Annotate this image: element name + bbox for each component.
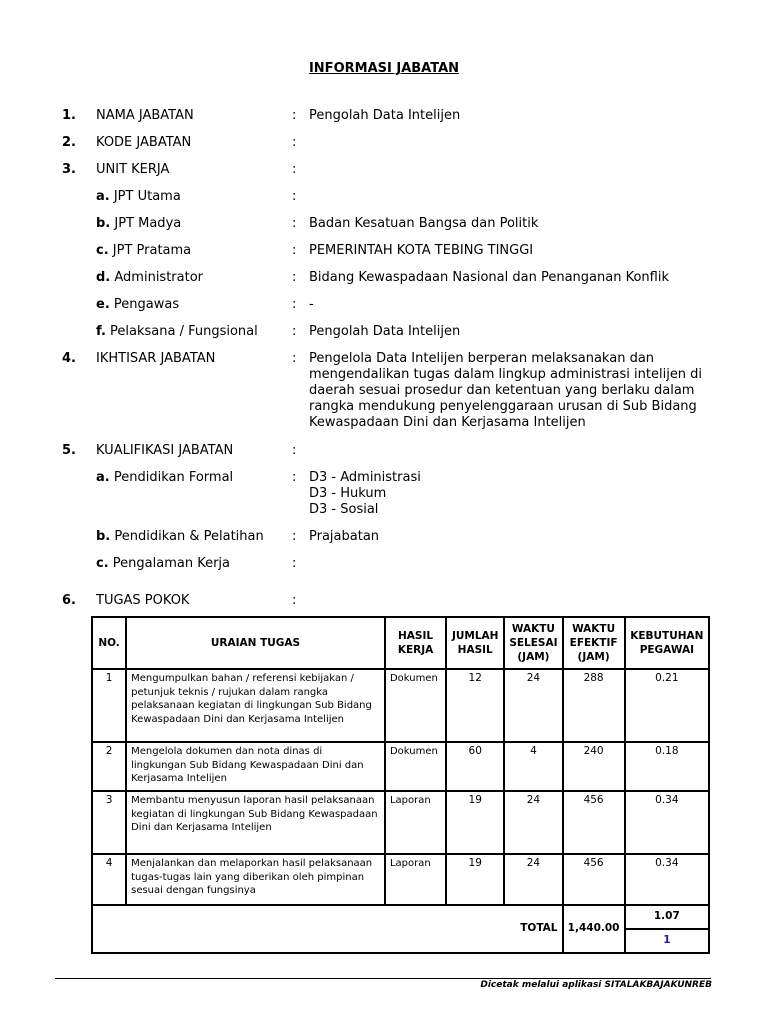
field-letter: a. — [96, 470, 110, 485]
value-line: D3 - Administrasi — [309, 470, 421, 485]
cell-kebutuhan: 0.21 — [625, 669, 709, 742]
header-waktu-selesai: WAKTU SELESAI (JAM) — [504, 617, 562, 669]
field-letter: c. — [96, 243, 109, 258]
cell-jumlah: 12 — [446, 669, 504, 742]
cell-jumlah: 60 — [446, 742, 504, 791]
field-number: 5. — [62, 443, 76, 458]
field-label — [96, 470, 233, 486]
cell-no: 1 — [92, 669, 126, 742]
field-value: Pengolah Data Intelijen — [309, 324, 461, 339]
field-colon: : — [292, 351, 297, 366]
field-jpt-pratama — [0, 243, 768, 259]
cell-kebutuhan: 0.18 — [625, 742, 709, 791]
field-pengalaman-kerja — [0, 556, 768, 572]
field-colon: : — [292, 270, 297, 285]
field-label: KODE JABATAN — [96, 135, 192, 150]
table-header-row — [92, 617, 709, 669]
field-label: TUGAS POKOK — [96, 593, 190, 608]
field-letter: b. — [96, 529, 111, 544]
cell-selesai: 24 — [504, 854, 562, 905]
field-colon: : — [292, 243, 297, 258]
field-number: 2. — [62, 135, 76, 150]
field-kualifikasi-jabatan — [0, 443, 768, 459]
field-label — [96, 270, 203, 286]
cell-uraian: Membantu menyusun laporan hasil pelaksanaan kegiatan di lingkungan Sub Bidang Kewaspadaan Dini dan Kerjasama Intelijen — [126, 791, 385, 854]
cell-efektif: 240 — [563, 742, 625, 791]
cell-efektif: 456 — [563, 791, 625, 854]
field-colon: : — [292, 443, 297, 458]
cell-kebutuhan: 0.34 — [625, 854, 709, 905]
field-label: KUALIFIKASI JABATAN — [96, 443, 234, 458]
field-letter: f. — [96, 324, 106, 339]
field-pengawas — [0, 297, 768, 313]
tugas-pokok-table — [91, 616, 710, 954]
cell-selesai: 4 — [504, 742, 562, 791]
total-label: TOTAL — [92, 905, 563, 953]
field-value — [309, 351, 702, 431]
field-colon: : — [292, 108, 297, 123]
field-administrator — [0, 270, 768, 286]
value-line: mengendalikan tugas dalam lingkup administrasi intelijen di — [309, 367, 703, 382]
field-label: IKHTISAR JABATAN — [96, 351, 216, 366]
cell-kebutuhan: 0.34 — [625, 791, 709, 854]
field-colon: : — [292, 593, 297, 608]
field-unit-kerja — [0, 162, 768, 178]
field-jpt-madya — [0, 216, 768, 232]
field-letter: d. — [96, 270, 111, 285]
field-value: Pengolah Data Intelijen — [309, 108, 461, 123]
cell-efektif: 456 — [563, 854, 625, 905]
field-colon: : — [292, 162, 297, 177]
cell-selesai: 24 — [504, 791, 562, 854]
field-value: - — [309, 297, 314, 312]
value-line: D3 - Hukum — [309, 486, 387, 501]
cell-jumlah: 19 — [446, 854, 504, 905]
field-ikhtisar-jabatan — [0, 351, 768, 433]
field-colon: : — [292, 556, 297, 571]
field-colon: : — [292, 324, 297, 339]
field-letter: c. — [96, 556, 109, 571]
total-efektif: 1,440.00 — [563, 905, 625, 953]
table-row — [92, 669, 709, 742]
field-number: 4. — [62, 351, 76, 366]
total-kebutuhan-pegawai: 1.07 — [625, 905, 709, 929]
field-label: NAMA JABATAN — [96, 108, 194, 123]
field-tugas-pokok — [0, 593, 768, 609]
cell-no: 4 — [92, 854, 126, 905]
cell-uraian: Mengelola dokumen dan nota dinas di lingkungan Sub Bidang Kewaspadaan Dini dan Kerjasama Intelijen — [126, 742, 385, 791]
field-number: 1. — [62, 108, 76, 123]
value-line: D3 - Sosial — [309, 502, 379, 517]
field-label-text: Pendidikan Formal — [109, 470, 234, 485]
field-pelaksana — [0, 324, 768, 340]
table-row — [92, 854, 709, 905]
footer-printed-by: Dicetak melalui aplikasi SITALAKBAJAKUNREB — [480, 980, 712, 990]
field-colon: : — [292, 470, 297, 485]
field-label-text: JPT Pratama — [108, 243, 192, 258]
field-jpt-utama — [0, 189, 768, 205]
field-label — [96, 189, 181, 205]
header-uraian-tugas: URAIAN TUGAS — [126, 617, 385, 669]
field-colon: : — [292, 216, 297, 231]
field-label-text: JPT Madya — [110, 216, 182, 231]
cell-hasil: Dokumen — [385, 742, 446, 791]
field-value: Prajabatan — [309, 529, 380, 544]
field-label: UNIT KERJA — [96, 162, 170, 177]
cell-hasil: Laporan — [385, 854, 446, 905]
field-label — [96, 297, 179, 313]
table-row — [92, 791, 709, 854]
table-total-row — [92, 905, 709, 929]
field-colon: : — [292, 297, 297, 312]
table-row — [92, 742, 709, 791]
field-colon: : — [292, 189, 297, 204]
value-line: rangka mendukung penyelenggaraan urusan di Sub Bidang — [309, 399, 697, 414]
field-kode-jabatan — [0, 135, 768, 151]
header-no: NO. — [92, 617, 126, 669]
cell-hasil: Dokumen — [385, 669, 446, 742]
cell-efektif: 288 — [563, 669, 625, 742]
field-value — [309, 470, 421, 518]
footer-divider — [55, 978, 711, 979]
field-label-text: Pengalaman Kerja — [108, 556, 230, 571]
cell-selesai: 24 — [504, 669, 562, 742]
field-label-text: Pengawas — [109, 297, 180, 312]
cell-no: 2 — [92, 742, 126, 791]
header-waktu-efektif: WAKTU EFEKTIF (JAM) — [563, 617, 625, 669]
cell-no: 3 — [92, 791, 126, 854]
field-label — [96, 243, 191, 259]
header-hasil-kerja: HASIL KERJA — [385, 617, 446, 669]
field-label-text: Pelaksana / Fungsional — [105, 324, 258, 339]
field-label-text: JPT Utama — [109, 189, 181, 204]
field-letter: b. — [96, 216, 111, 231]
value-line: Kewaspadaan Dini dan Kerjasama Intelijen — [309, 415, 586, 430]
cell-jumlah: 19 — [446, 791, 504, 854]
header-jumlah-hasil: JUMLAH HASIL — [446, 617, 504, 669]
field-number: 3. — [62, 162, 76, 177]
field-pendidikan-formal — [0, 470, 768, 520]
field-colon: : — [292, 529, 297, 544]
field-number: 6. — [62, 593, 76, 608]
field-value: Badan Kesatuan Bangsa dan Politik — [309, 216, 539, 231]
field-label — [96, 216, 181, 232]
field-value: Bidang Kewaspadaan Nasional dan Penanganan Konflik — [309, 270, 669, 285]
field-letter: e. — [96, 297, 110, 312]
field-label — [96, 556, 230, 572]
field-colon: : — [292, 135, 297, 150]
cell-uraian: Menjalankan dan melaporkan hasil pelaksanaan tugas-tugas lain yang diberikan oleh pimpinan sesuai dengan fungsinya — [126, 854, 385, 905]
page-title: INFORMASI JABATAN — [308, 61, 460, 76]
cell-uraian: Mengumpulkan bahan / referensi kebijakan / petunjuk teknis / rujukan dalam rangka pelaksanaan kegiatan di lingkungan Sub Bidang Kewaspadaan Dini dan Kerjasama Intelijen — [126, 669, 385, 742]
value-line: Pengelola Data Intelijen berperan melaksanakan dan — [309, 351, 655, 366]
cell-hasil: Laporan — [385, 791, 446, 854]
pembulatan-pegawai: 1 — [625, 929, 709, 953]
field-label — [96, 529, 264, 545]
header-kebutuhan-pegawai: KEBUTUHAN PEGAWAI — [625, 617, 709, 669]
field-value: PEMERINTAH KOTA TEBING TINGGI — [309, 243, 534, 258]
value-line: daerah sesuai prosedur dan ketentuan yang berlaku dalam — [309, 383, 695, 398]
field-nama-jabatan — [0, 108, 768, 124]
field-label-text: Pendidikan & Pelatihan — [110, 529, 264, 544]
field-label — [96, 324, 258, 340]
field-label-text: Administrator — [110, 270, 204, 285]
field-pendidikan-pelatihan — [0, 529, 768, 545]
field-letter: a. — [96, 189, 110, 204]
